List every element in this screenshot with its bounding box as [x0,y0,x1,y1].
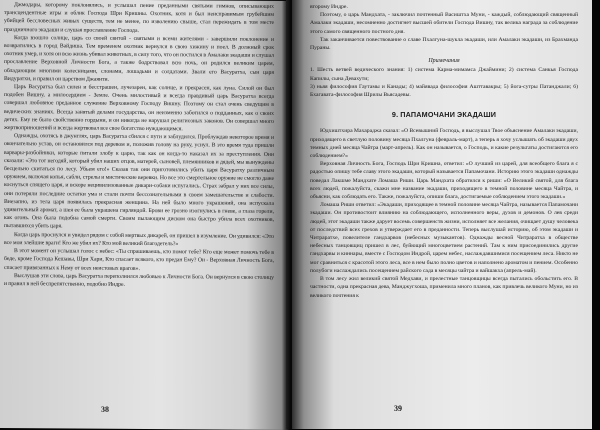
chapter-heading: 9. ПАПАМОЧАНИ ЭКАДАШИ [391,110,497,120]
note-item: 1. Шесть ветвей ведического знания: 1) система Карма-мимамса Джаймини; 2) система Санкья Господа Капилы, сына Девахути; [310,67,578,82]
paragraph: Юдхиштхира Махараджа сказал: «О Всевышний Господь, я выслушал Твое объяснение Амалаки экадаши, приходящего в светлую половину месяца Пхалгуна (февраль-март), а теперь я хочу услышать об экадаши двух темных дней месяца Чайтра (март-апрель). Как он называется, о Господь, и какие результаты достигаются его соблюдением?» [310,128,578,160]
paragraph: В этот момент он услышал голос с небес: «Ты спрашиваешь, кто помог тебе? Кто еще может помочь тебе в беде, кроме Господа Кешавы, Шри Хари, Кто спасает всякого, кто предан Ему? Он - Верховная Личность Бога, спасает привязанных к Нему от всех неистовых врагов». [4,248,274,272]
note-item: 3) ньяя философия Гаутамы и Канады; 4) майявада философия Ашттавакры; 5) йога-сутры Патанджали; 6) Бхагавата-философия Шрилы Вьясадевы. [310,83,578,99]
page-number: 38 [101,404,109,414]
page-number: 39 [394,404,402,413]
paragraph: Ломаша Риши ответил: «Экадаши, приходящее в темной половине месяца Чайтра, называется Папамочани экадаши. Он противостоит влиянию на соблюдающего, исполненного веры, духов и демонов. О лев среди людей, этот экадаши также дарует восемь совершенств жизни, исполняет все желания, очищает душу человека от последствий всех грехов и утверждает его в преданности. Теперь выслушай историю, об этом экадаши и Читраратхе, повелителе гандхарвов (небесных музыкантов). Однажды весной Читраратха в обществе небесных танцовщиц пришел в лес, буйющий многоцветием растений. Там к ним присоединились другие гандхарвы и киннары, вместе с Господом Индрой, царем небес, наслаждавшимися посещением леса. Никто не мог сравниться с красотой этого леса, все в нем было полно цветов и наполнено ароматом и пением. Особенно полубоги наслаждались посещением райского сада в месяцы чайтра и вайшакха (апрель-май). [310,202,578,274]
right-page-text [310,3,578,300]
notes-title: Примечания [428,58,460,65]
left-page [0,0,290,430]
paragraph: Джмодары, которому поклонялись, и услышал пение преданными святыми гимнов, описывающих трансцендентные игры и облик Господа Шри Кришны. Охотник, котя и был неисправимым грубейшим убийцей бессловесных живых существ, тем не менее, по изволению свыше, стал пережидать в том месте праздничного экадаши и слушая прославление Господа. [4,2,274,34]
paragraph: Когда взошло солнце, царь со своей свитой - святыми и всеми жителями - завершили поклонение и возвратились в город Вайдиша. Тем временем охотник вернулся в свою хижину и поел. В должный срок охотник умер, и хотя он всю жизнь убивал животных, в силу того, что он постился в Амалаки экадаши и слушал прославление Верховной Личности Бога, а также бодрствовал всю ночь, он родился великим царем, обладающим многими колесницами, слонами, лошадьми и солдатами. Звали его Васуратха, сын царя Видуратхи, и правил он царством Джаянти. [4,34,274,83]
paragraph: Выслушав эти слова, царь Васуратха переполнился любовью к Личности Бога. Он вернулся в свою столицу и правил в ней беспрепятственно, подобно Индре. [4,272,274,288]
paragraph: В том лесу жил великий святой Медхави, и прелестные танцовщицы всегда пытались обольстить его. В частности, одна прекрасная дева, Манджугхоша, применила много планов, как привлечь великого Муни, но из великого почтения к [310,276,578,299]
right-page [292,0,592,429]
paragraph: Верховная Личность Бога, Господь Шри Кришна, ответил: «О лучший из царей, для всеобщего блага я с радостью опишу тебе славу этого экадаши, который называется Папамочани. Историю этого экадаши однажды поведал Лакшме Мандхате Ломаша Риши. Царь Мандхата обратился к риши: «О Великий святой, для блага всех людей, пожалуйста, скажи мне название экадаши, приходящего в темной половине месяца Чайтра, и объясни, как соблюдать его. Также, пожалуйста, опиши блага, достигаемые соблюдением этого экадаши.» [310,161,578,201]
paragraph: Когда царь проснулся и увидел рядом с собой мертвых дикарей, он пришел в изумление. Он удивился: «Это все мои злейшие враги! Кто же убил их? Кто мой великий благодетель?» [4,231,274,248]
paragraph: второму Индре. [310,4,348,10]
paragraph: Так заканчивается повествование о славе Пхалгуна-шукла экадаши, или Амалаки экадаши, из Брахманда Пураны. [310,36,578,52]
left-page-text [4,1,274,290]
paragraph: Однажды, охотясь в джунглях, царь Васуратха сбился с пути и заблудился. Проблуждав некоторое время и окончательно устав, он остановился под деревом и, положив голову на руку, уснул. В это время туда пришли варвары-разбойники, которые питали злобу к царю, так как он когда-то наказал их за преступления. Они сказали: «Это тот негодяй, который убил наших отцов, матерей, сыновей, племянников и дядей, мы вынуждены бесцельно скитаться по лесу. Убьем его!» Сказав так они приготовились убить царя Васуратху различным оружием, включая копья, сабли, стрелы и мистические веревки. Но все это смертельное оружие не смогло даже коснуться спящего царя, и вскоре нецивилизованные дикари-собаки испугались. Страх забрал у них все силы, они потеряли последние остатки ума и стали почти бессознательными в своем замешательстве и слабости. Внезапно, из тела царя появилась прекрасная женщина. На ней было много украшений, она испускала удивительный аромат, а шея ее была украшена гирляндой. Брови ее грозно изогнулись в гневе, а глаза горели, как огонь. Она была подобна самой смерти. Своим пылающим диском она быстро убила всех охотников, пытавшихся убить царя. [4,133,274,230]
paragraph: Поэтому, о царь Мандхата, - заключил почтенный Васиштха Муни, - каждый, соблюдающий священный Амалаки экадаши, несомненно достигнет высшей обители Господа Вишну, так велика награда за соблюдение этого самого священного постного дня. [310,12,578,35]
paragraph: Царь Васуратха был силен и бесстрашен, лучезарен, как солнце, и прекрасен, как луна. Силой он был подобен Вишну, а милосердием - Земле. Очень милостивый и всегда правдивый царь Васуратха всегда совершал любовное преданное служение Верховному Господу Вишну. Поэтому он стал очень сведущим в ведических знаниях. Всегда занятый делами государства, он неизменно заботился о подданных, как о своих детях. Ему не было свойственно гордыни, и он никогда не нарушал религиозных законов. Он совершал много жертвоприношений и всегда жертвовал все свое богатство нуждающимся. [4,84,274,133]
notes [310,66,578,99]
